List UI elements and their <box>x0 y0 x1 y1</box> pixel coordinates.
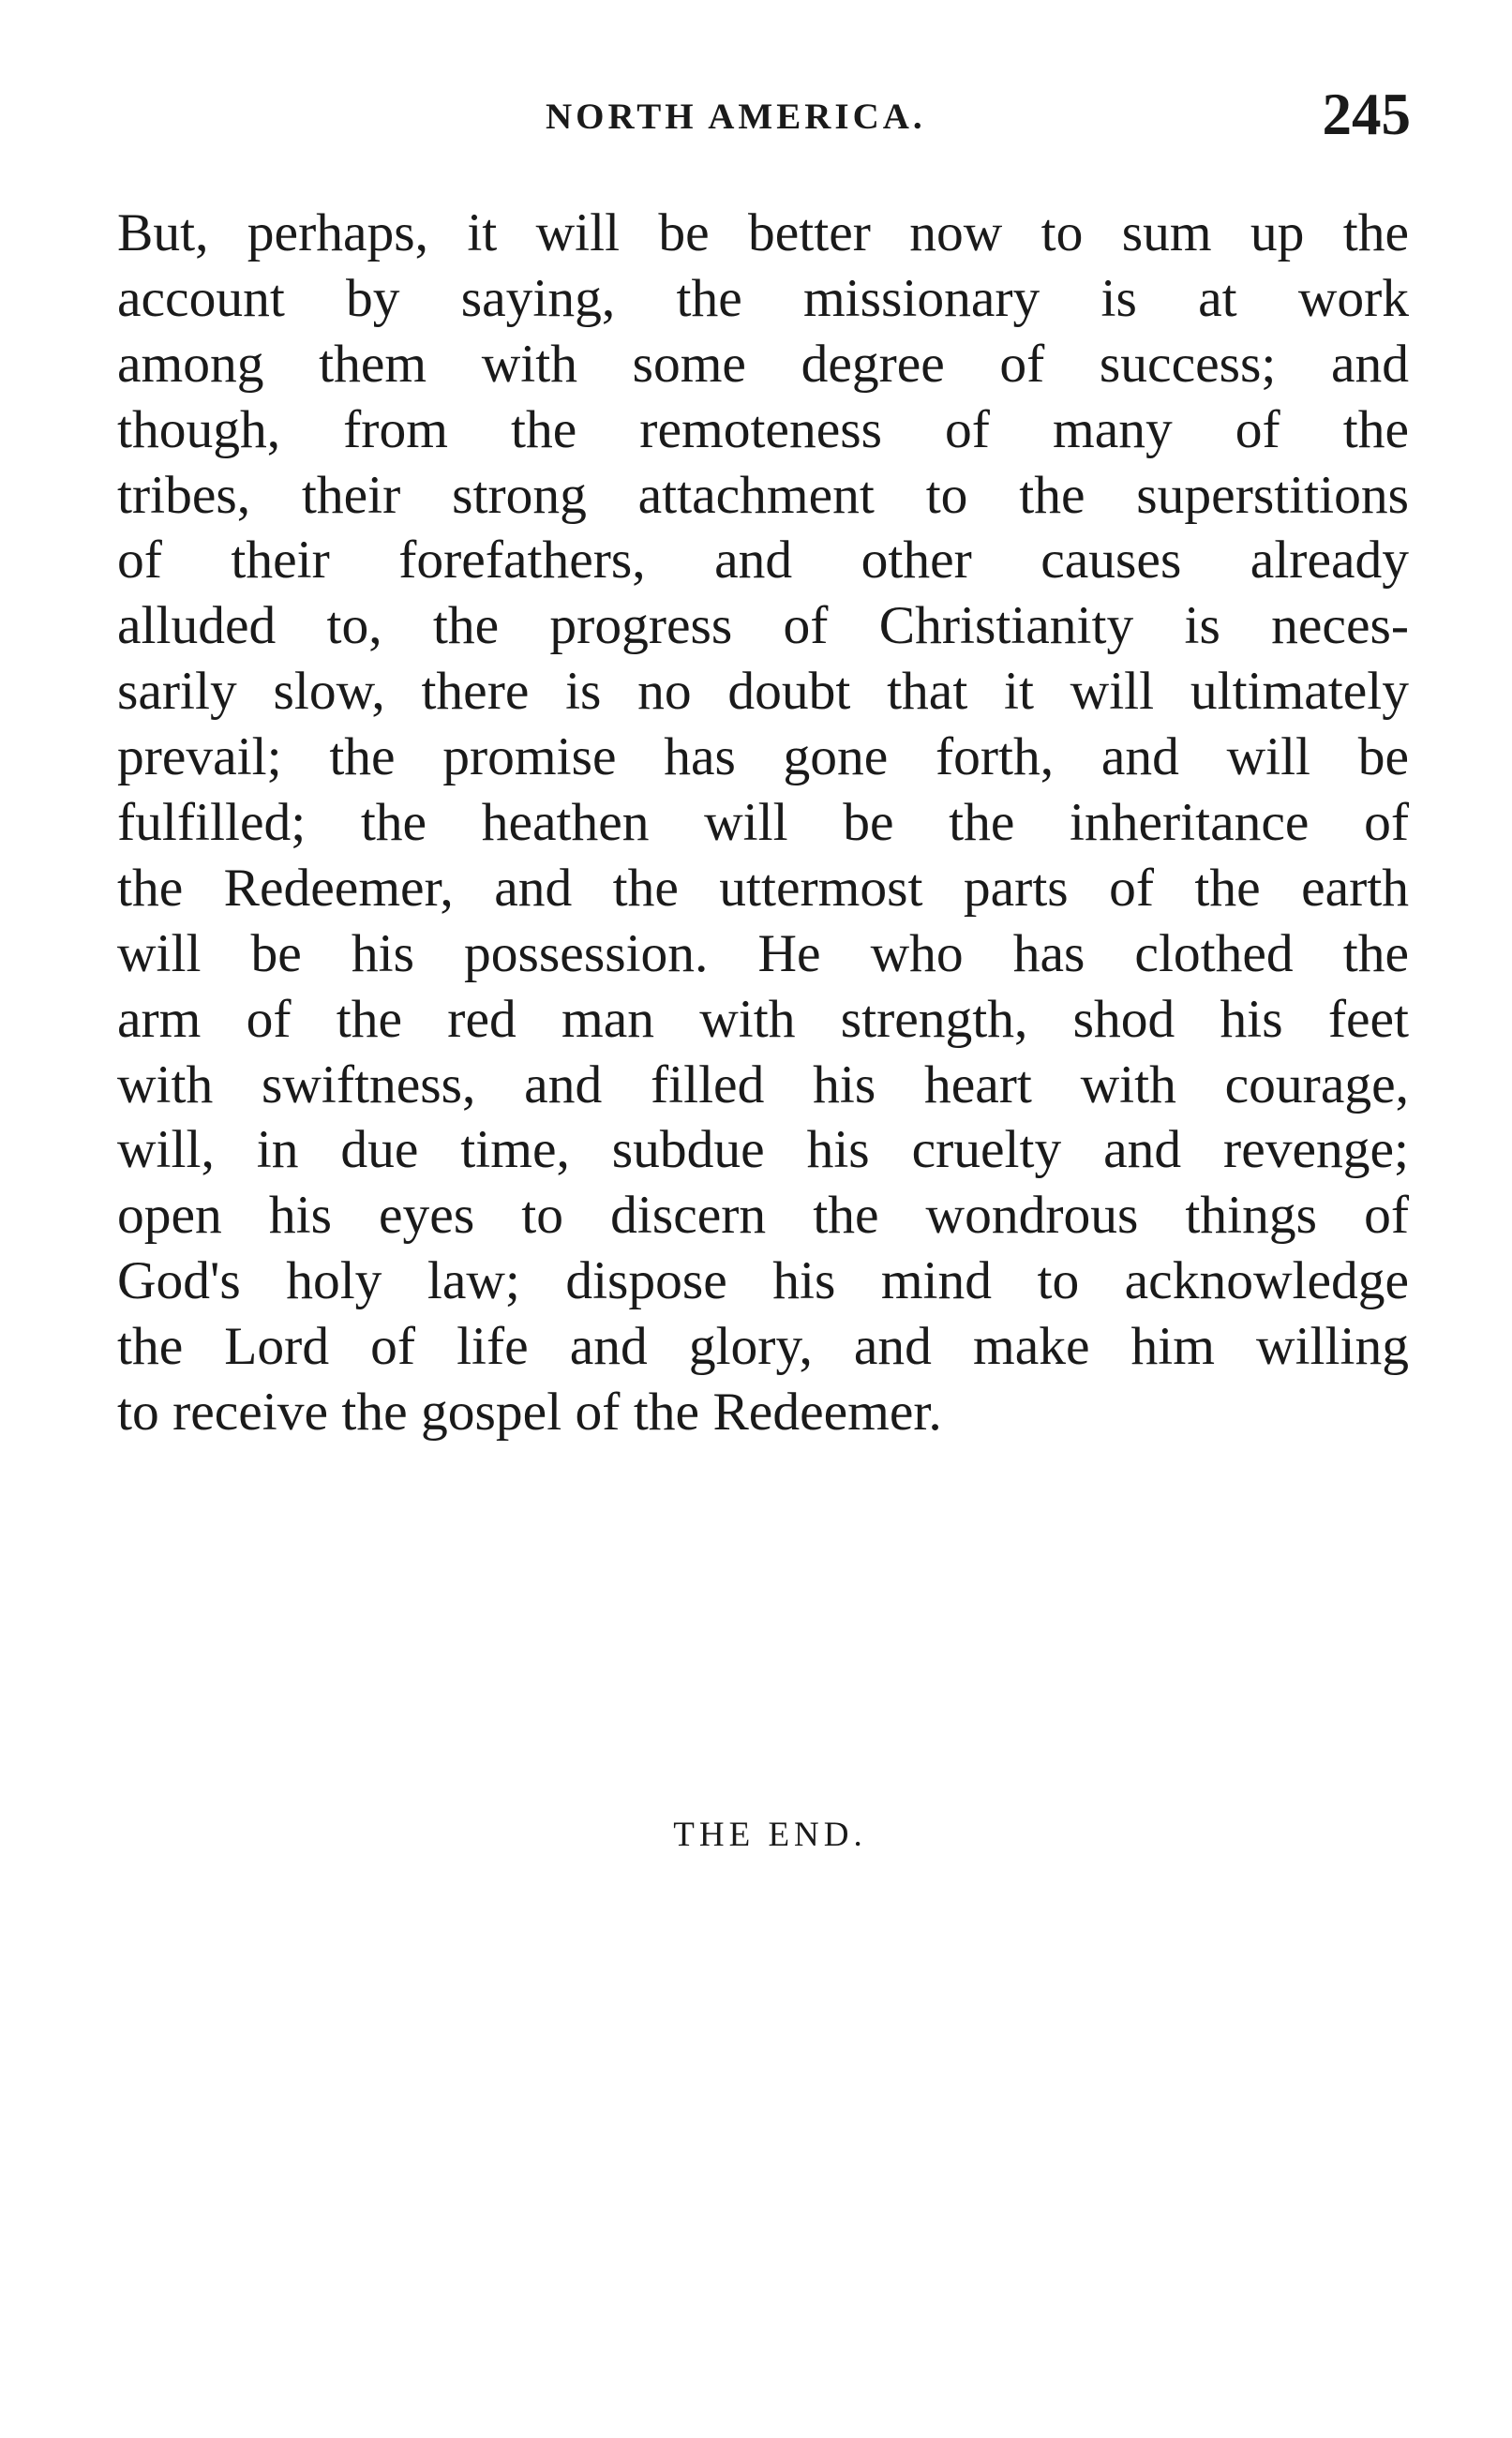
text-line: alluded to, the progress of Christianity is neces- <box>117 596 1409 656</box>
text-line: open his eyes to discern the wondrous things of <box>117 1186 1409 1246</box>
running-title: NORTH AMERICA. <box>546 97 926 137</box>
text-line: of their forefathers, and other causes already <box>117 531 1409 591</box>
text-line: with swiftness, and filled his heart with courage, <box>117 1054 1409 1114</box>
text-line: But, perhaps, it will be better now to sum up the <box>117 203 1409 262</box>
text-line: though, from the remoteness of many of the <box>117 399 1409 459</box>
text-line: fulfilled; the heathen will be the inheritance of <box>117 793 1409 853</box>
text-line: sarily slow, there is no doubt that it will ultimately <box>117 662 1409 722</box>
the-end-colophon: THE END. <box>673 1816 867 1854</box>
page-number: 245 <box>1322 82 1411 147</box>
text-line: prevail; the promise has gone forth, and will be <box>117 727 1409 787</box>
running-head <box>0 82 1512 152</box>
text-line: arm of the red man with strength, shod his feet <box>117 989 1409 1049</box>
text-line: will, in due time, subdue his cruelty and revenge; <box>117 1120 1409 1180</box>
text-line: account by saying, the missionary is at work <box>117 268 1409 328</box>
text-line: the Redeemer, and the uttermost parts of the earth <box>117 858 1409 918</box>
text-line: to receive the gospel of the Redeemer. <box>117 1383 942 1443</box>
text-line: will be his possession. He who has clothed the <box>117 923 1409 983</box>
text-line: God's holy law; dispose his mind to acknowledge <box>117 1251 1409 1311</box>
text-line: among them with some degree of success; and <box>117 334 1409 394</box>
body-paragraph <box>117 201 1409 1445</box>
text-line: tribes, their strong attachment to the superstitions <box>117 465 1409 525</box>
text-line: the Lord of life and glory, and make him willing <box>117 1317 1409 1377</box>
